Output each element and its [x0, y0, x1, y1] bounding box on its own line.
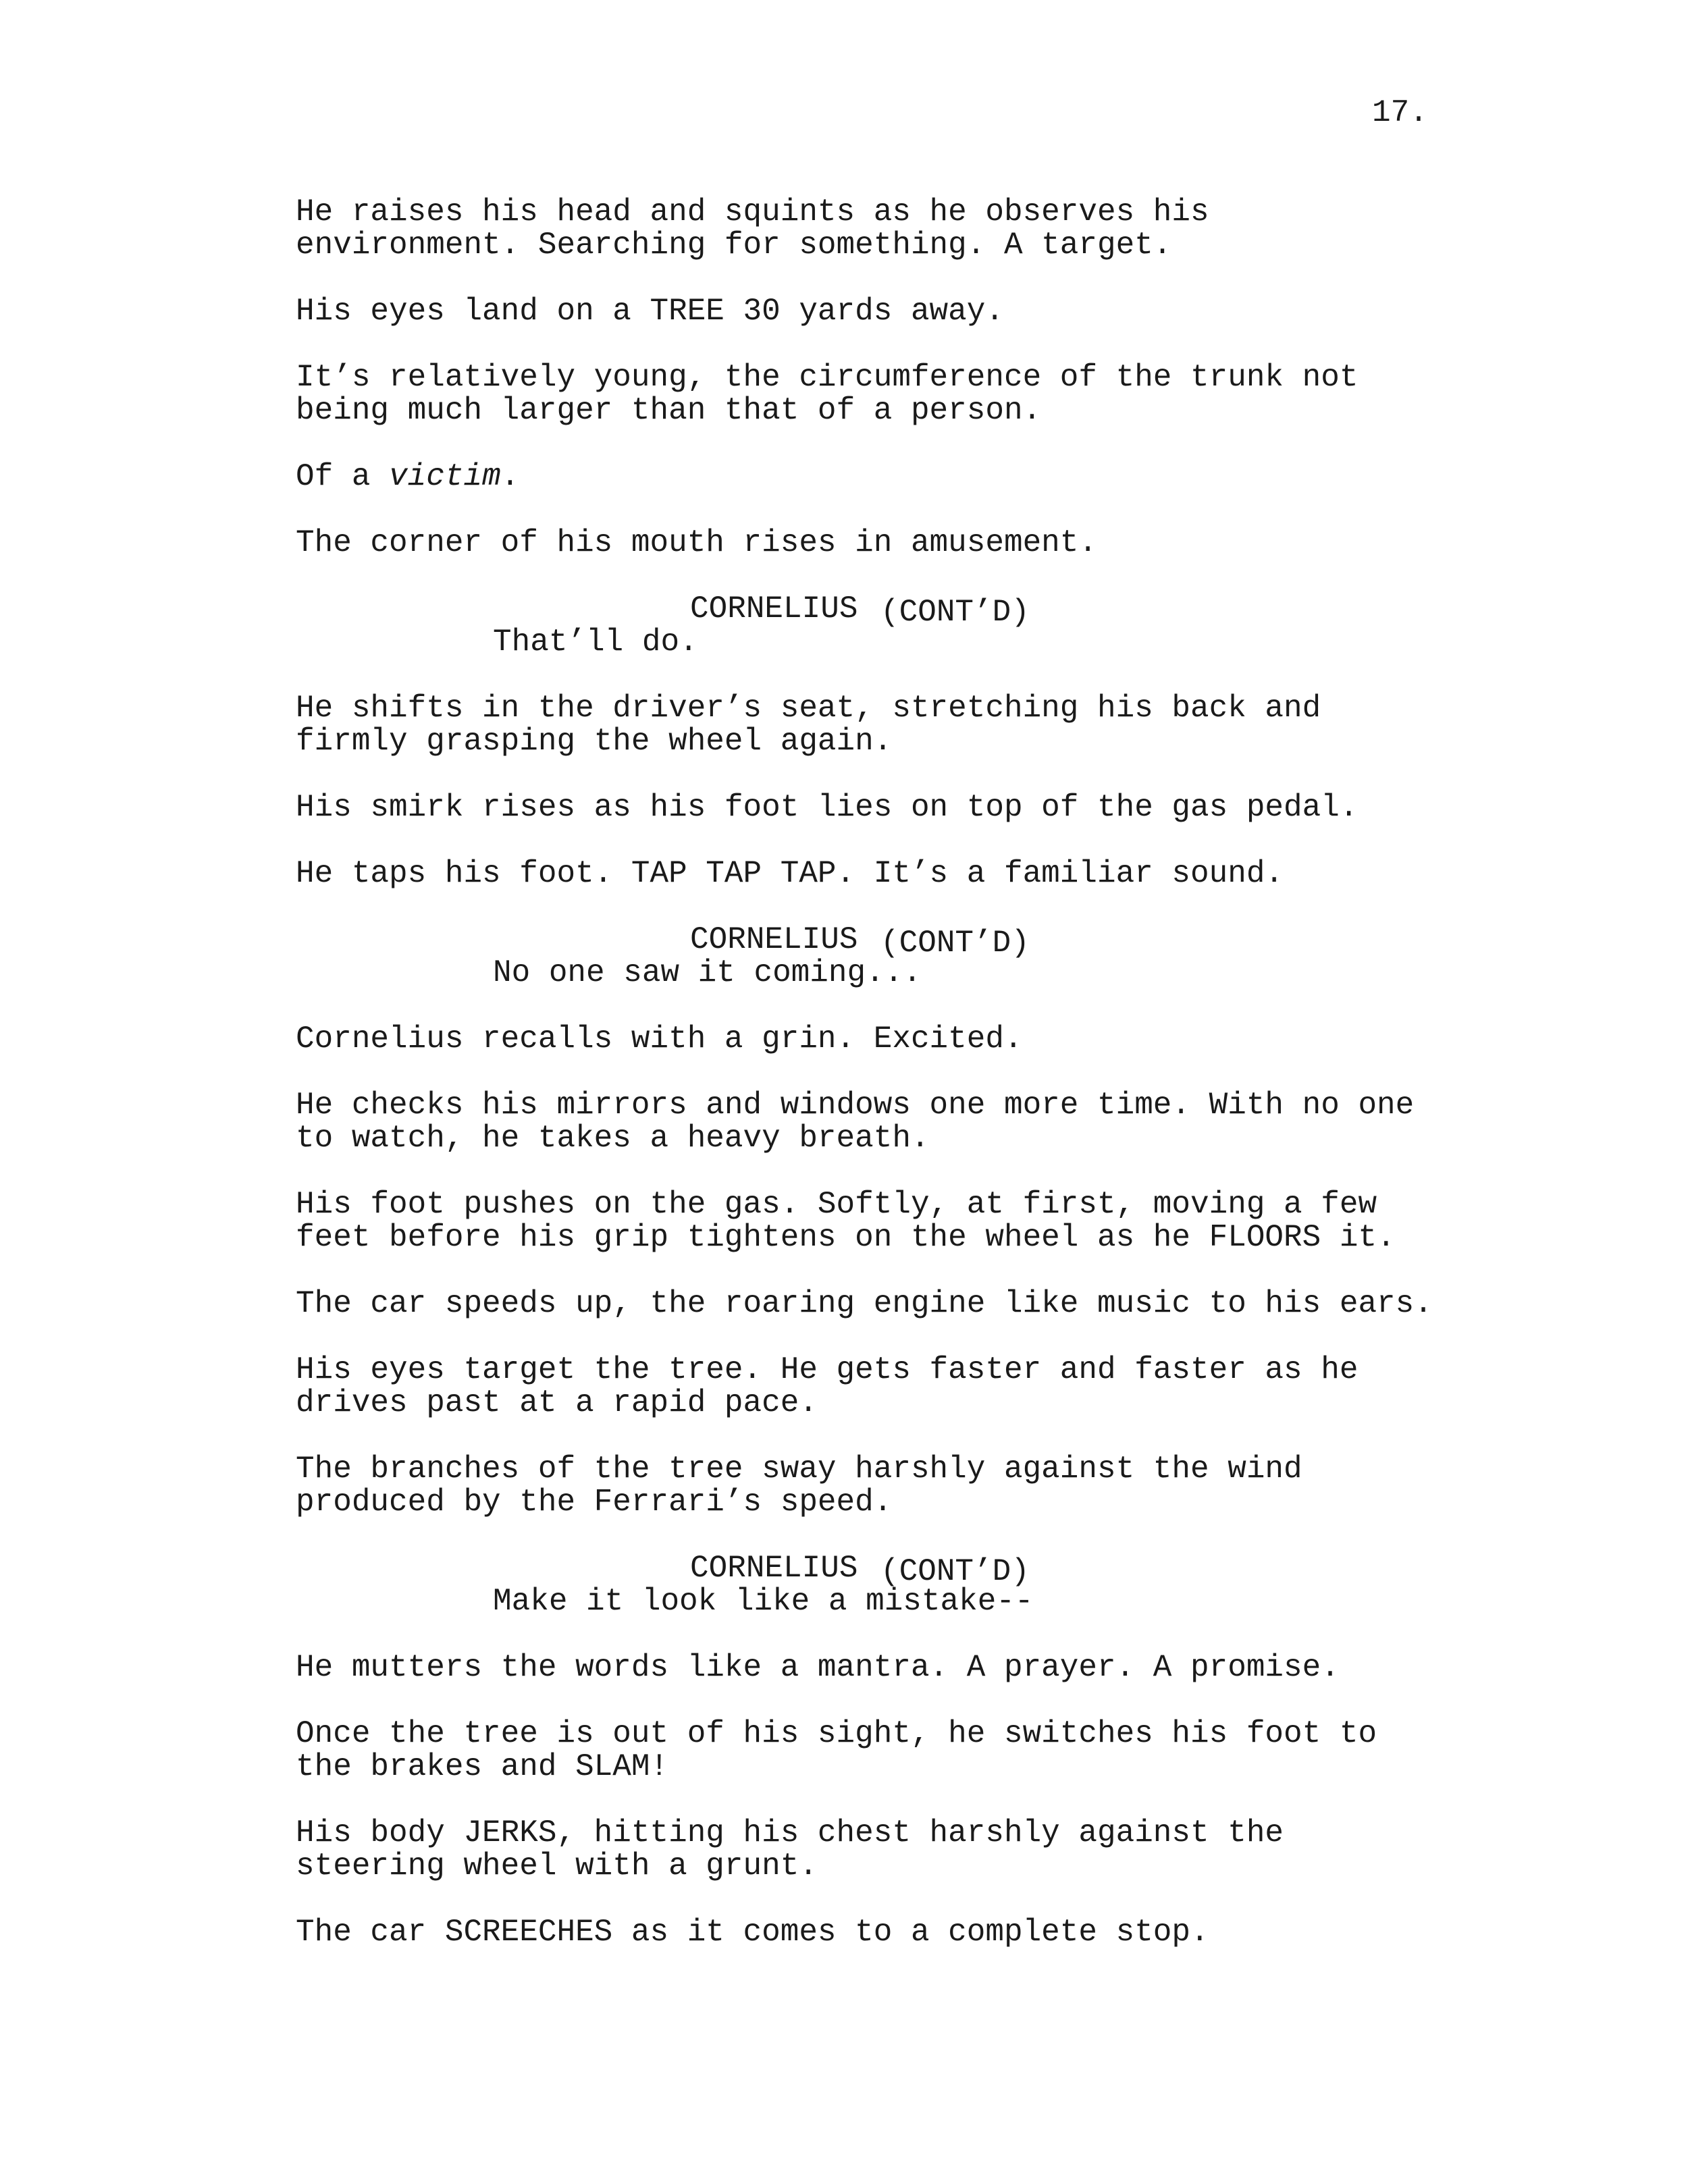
character-name: CORNELIUS: [690, 922, 858, 957]
action-paragraph: Cornelius recalls with a grin. Excited.: [296, 1021, 1023, 1057]
action-paragraph: He mutters the words like a mantra. A prayer. A promise.: [296, 1650, 1340, 1685]
action-paragraph: He taps his foot. TAP TAP TAP. It’s a familiar sound.: [296, 856, 1284, 891]
page-number: 17.: [1372, 95, 1428, 130]
action-paragraph: He checks his mirrors and windows one more time. With no one to watch, he takes a heavy breath.: [296, 1088, 1415, 1156]
action-paragraph: The car speeds up, the roaring engine like music to his ears.: [296, 1286, 1433, 1321]
character-name: CORNELIUS: [690, 1551, 858, 1586]
action-paragraph: Once the tree is out of his sight, he switches his foot to the brakes and SLAM!: [296, 1716, 1377, 1784]
action-paragraph: The car SCREECHES as it comes to a complete stop.: [296, 1915, 1209, 1950]
action-paragraph: His body JERKS, hitting his chest harshly against the steering wheel with a grunt.: [296, 1815, 1284, 1884]
dialogue-line: No one saw it coming...: [493, 955, 922, 990]
character-name: CORNELIUS: [690, 591, 858, 627]
action-paragraph: He raises his head and squints as he observes his environment. Searching for something. A target.: [296, 194, 1209, 263]
action-paragraph: The branches of the tree sway harshly against the wind produced by the Ferrari’s speed.: [296, 1451, 1302, 1520]
dialogue-block: [0, 1552, 1688, 1618]
action-paragraph: [296, 460, 1579, 494]
dialogue-block: [0, 924, 1688, 990]
dialogue-line: That’ll do.: [493, 624, 698, 660]
action-paragraph: It’s relatively young, the circumference of the trunk not being much larger than that of a person.: [296, 360, 1359, 428]
action-paragraph: The corner of his mouth rises in amusement.: [296, 525, 1097, 560]
action-text: .: [500, 459, 520, 494]
action-text: Of a: [296, 459, 390, 494]
dialogue-line: Make it look like a mistake--: [493, 1584, 1034, 1619]
action-paragraph: His smirk rises as his foot lies on top of the gas pedal.: [296, 790, 1359, 825]
action-paragraph: His foot pushes on the gas. Softly, at first, moving a few feet before his grip tightens on the wheel as he FLOORS it.: [296, 1187, 1396, 1255]
action-paragraph: He shifts in the driver’s seat, stretching his back and firmly grasping the wheel again.: [296, 691, 1321, 759]
action-paragraph: His eyes land on a TREE 30 yards away.: [296, 294, 1004, 329]
character-extension: (CONT’D): [880, 926, 1030, 961]
dialogue-block: [0, 593, 1688, 659]
character-extension: (CONT’D): [880, 595, 1030, 630]
action-paragraph: His eyes target the tree. He gets faster and faster as he drives past at a rapid pace.: [296, 1352, 1359, 1420]
character-extension: (CONT’D): [880, 1554, 1030, 1589]
emphasis-text: victim: [389, 459, 501, 494]
